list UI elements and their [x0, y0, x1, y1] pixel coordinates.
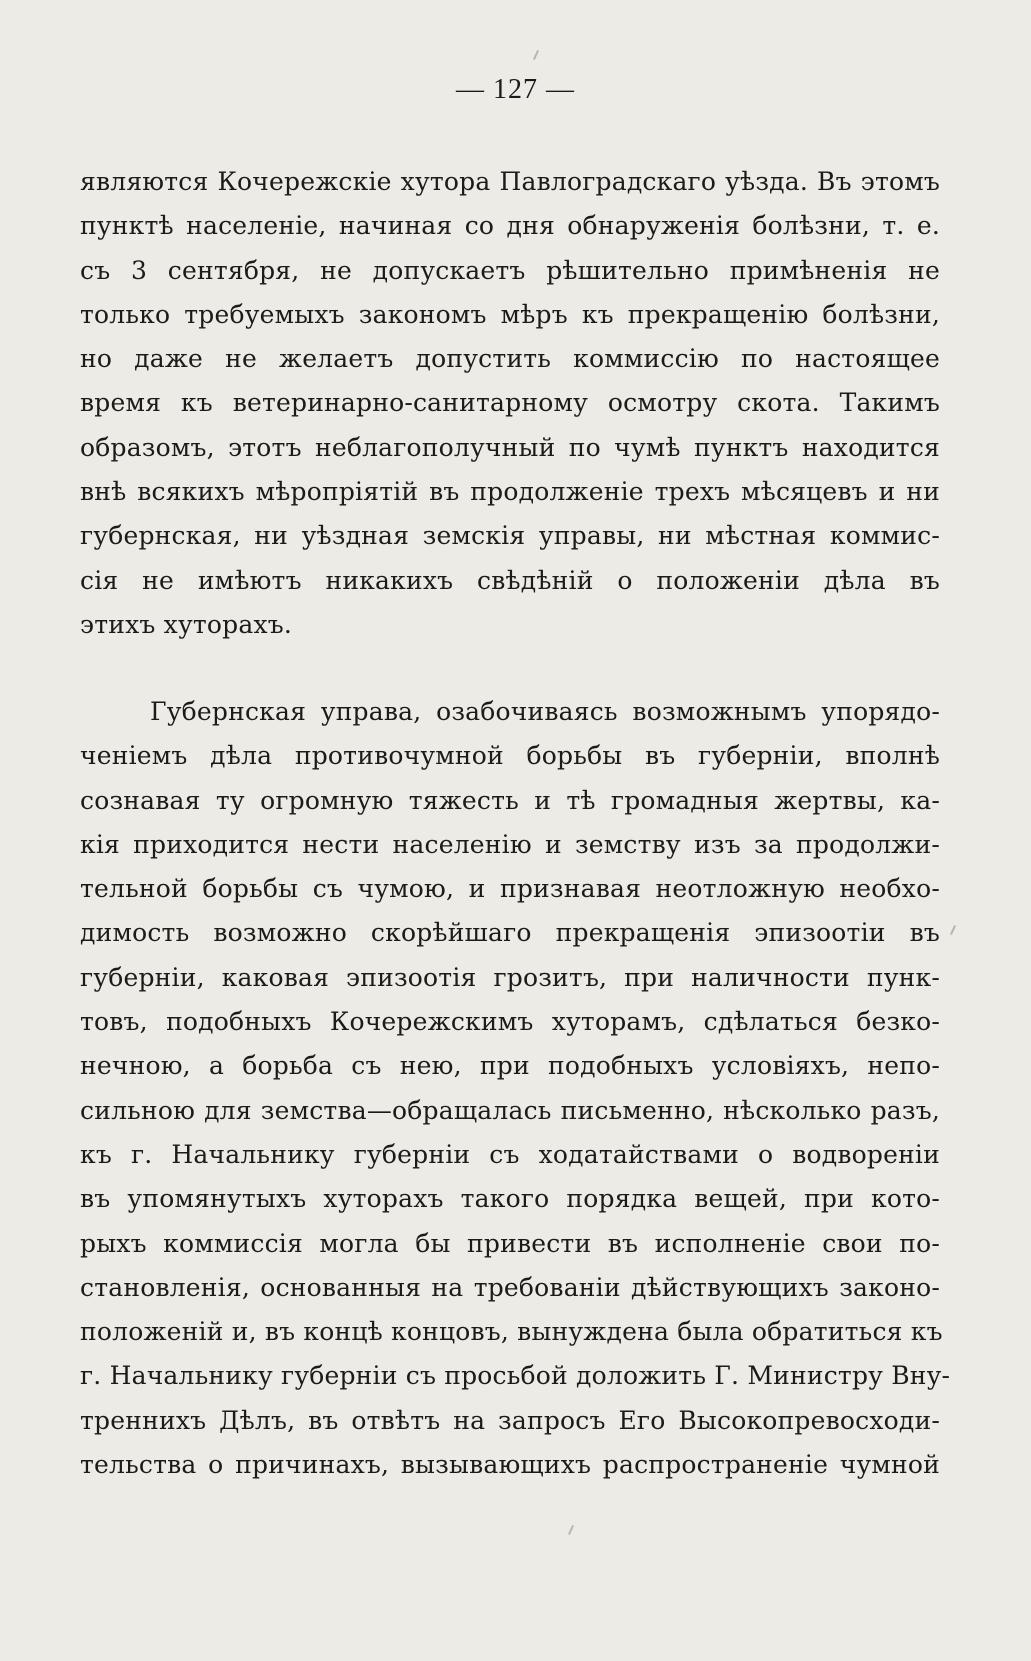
text-line: время къ ветеринарно-санитарному осмотру скота. Такимъ	[80, 388, 940, 418]
text-line: сознавая ту огромную тяжесть и тѣ громадныя жертвы, ка-	[80, 785, 940, 815]
text-line: въ упомянутыхъ хуторахъ такого порядка вещей, при кото-	[80, 1184, 940, 1214]
text-line: губернская, ни уѣздная земскія управы, ни мѣстная коммис-	[80, 521, 940, 551]
text-line: только требуемыхъ закономъ мѣръ къ прекращенію болѣзни,	[80, 299, 940, 329]
paper-speck	[950, 925, 956, 935]
text-line: къ г. Начальнику губерніи съ ходатайствами о водвореніи	[80, 1139, 940, 1169]
text-line: димость возможно скорѣйшаго прекращенія эпизоотіи въ	[80, 918, 940, 948]
paragraph-2	[80, 690, 951, 1487]
page-number: — 127 —	[456, 74, 575, 105]
text-line: треннихъ Дѣлъ, въ отвѣтъ на запросъ Его Высокопревосходи-	[80, 1405, 940, 1435]
text-line: губерніи, каковая эпизоотія грозитъ, при наличности пунк-	[80, 962, 940, 992]
paper-speck	[533, 50, 539, 60]
text-line: но даже не желаетъ допустить коммиссію по настоящее	[80, 344, 940, 374]
text-line: нечною, а борьба съ нею, при подобныхъ условіяхъ, непо-	[80, 1051, 940, 1081]
text-line: товъ, подобныхъ Кочережскимъ хуторамъ, сдѣлаться безко-	[80, 1007, 940, 1037]
text-line: Губернская управа, озабочиваясь возможнымъ упорядо-	[150, 697, 940, 726]
text-line: сильною для земства—обращалась письменно, нѣсколько разъ,	[80, 1095, 940, 1125]
text-line: становленія, основанныя на требованіи дѣйствующихъ законо-	[80, 1272, 940, 1302]
text-line: положеній и, въ концѣ концовъ, вынуждена была обратиться къ	[80, 1317, 943, 1347]
text-line: образомъ, этотъ неблагополучный по чумѣ пунктъ находится	[80, 432, 940, 462]
text-line: этихъ хуторахъ.	[80, 609, 292, 639]
text-line: ченіемъ дѣла противочумной борьбы въ губерніи, вполнѣ	[80, 741, 940, 771]
text-line: кія приходится нести населенію и земству изъ за продолжи-	[80, 829, 940, 859]
paper-speck	[568, 1525, 574, 1535]
text-line: внѣ всякихъ мѣропріятій въ продолженіе трехъ мѣсяцевъ и ни	[80, 477, 940, 507]
text-line: рыхъ коммиссія могла бы привести въ исполненіе свои по-	[80, 1228, 940, 1258]
paragraph-1	[80, 160, 940, 647]
text-line: пунктѣ населеніе, начиная со дня обнаруженія болѣзни, т. е.	[80, 211, 940, 241]
text-line: сія не имѣютъ никакихъ свѣдѣній о положеніи дѣла въ	[80, 565, 940, 595]
text-line: г. Начальнику губерніи съ просьбой доложить Г. Министру Вну-	[80, 1361, 951, 1391]
text-line: являются Кочережскіе хутора Павлоградскаго уѣзда. Въ этомъ	[80, 167, 940, 196]
text-line: тельной борьбы съ чумою, и признавая неотложную необхо-	[80, 874, 940, 904]
text-line: съ 3 сентября, не допускаетъ рѣшительно примѣненія не	[80, 255, 940, 285]
text-line: тельства о причинахъ, вызывающихъ распространеніе чумной	[80, 1450, 940, 1480]
